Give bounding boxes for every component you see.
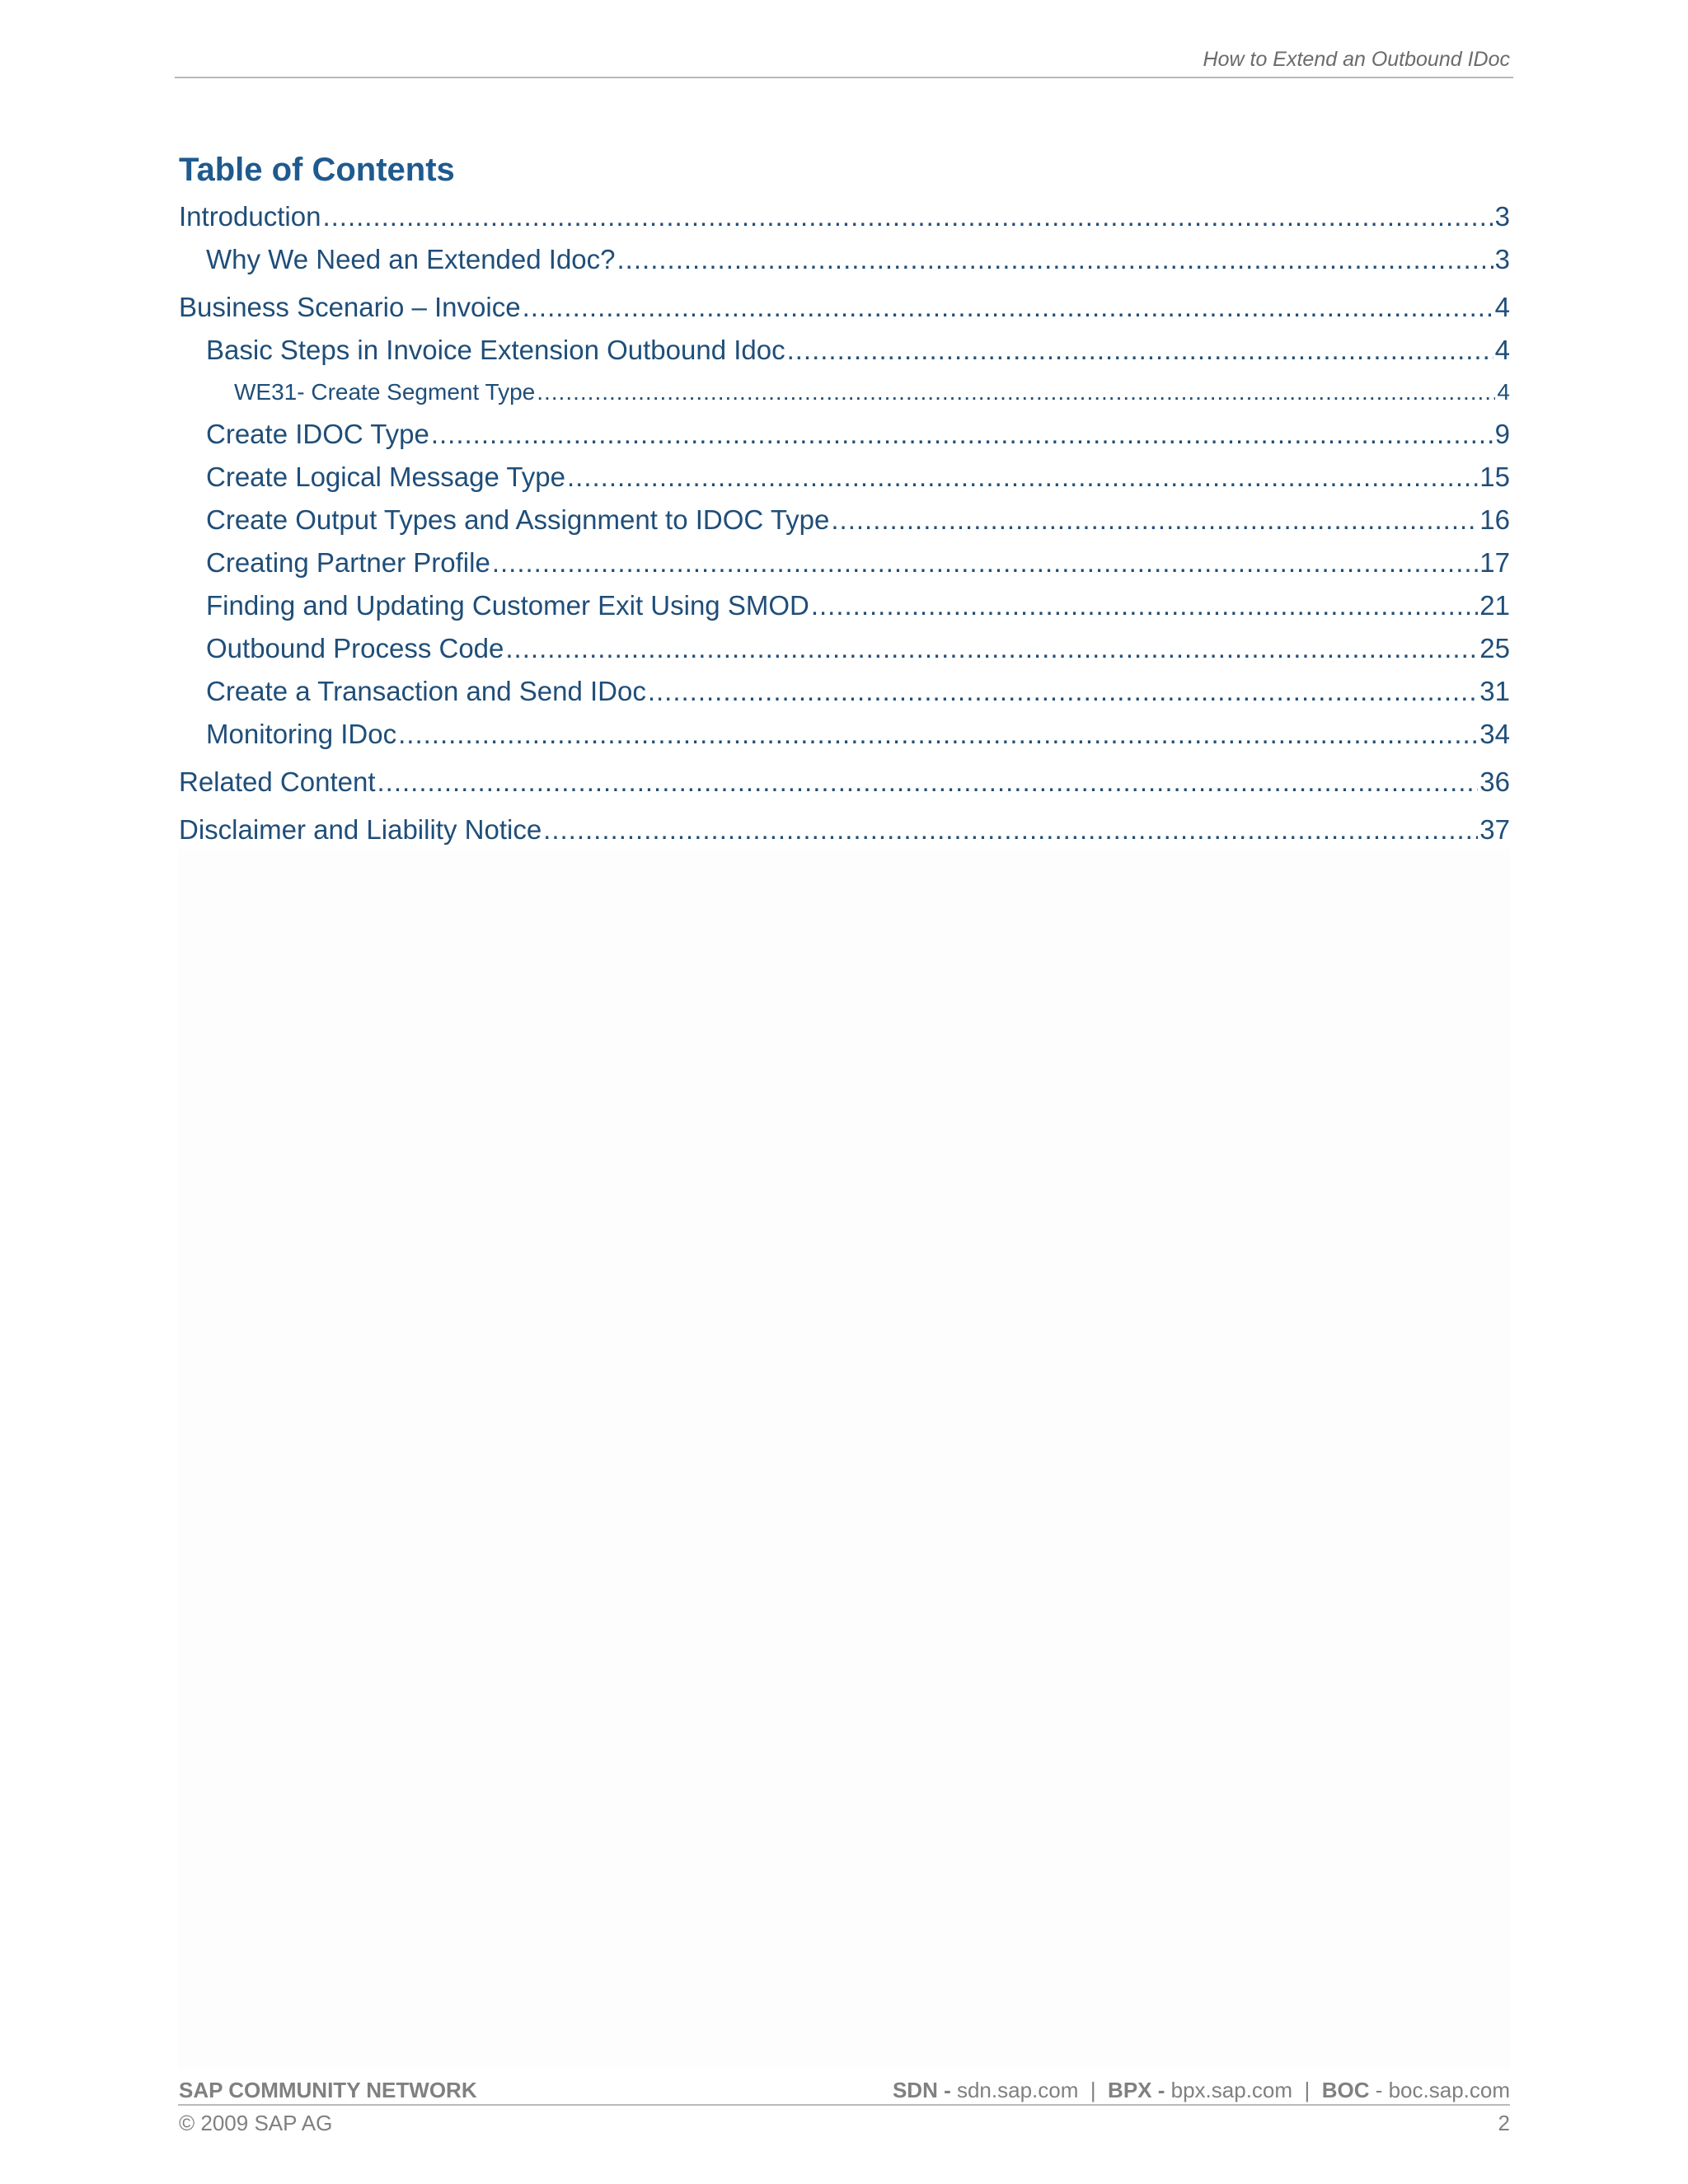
toc-entry-page: 4 (1497, 379, 1510, 405)
toc-dot-leader (567, 462, 1478, 493)
toc-entry-customer-exit-smod[interactable] (206, 590, 1510, 621)
toc-entry-label: Disclaimer and Liability Notice (179, 814, 542, 845)
footer-boc-link[interactable]: boc.sap.com (1388, 2078, 1510, 2102)
toc-entry-label: Create a Transaction and Send IDoc (206, 676, 646, 706)
toc-entry-create-idoc-type[interactable] (206, 419, 1510, 450)
toc-entry-page: 37 (1479, 814, 1510, 845)
toc-entry-logical-message-type[interactable] (206, 462, 1510, 493)
toc-dot-leader (648, 676, 1478, 707)
footer-boc-label: BOC (1321, 2078, 1370, 2102)
footer-copyright: © 2009 SAP AG (179, 2111, 333, 2135)
toc-dot-leader (398, 719, 1478, 750)
toc-entry-label: Finding and Updating Customer Exit Using SMOD (206, 590, 809, 621)
toc-dot-leader (617, 244, 1493, 275)
toc-entry-label: Create Logical Message Type (206, 462, 565, 492)
toc-entry-disclaimer[interactable] (179, 814, 1510, 846)
footer-network-name: SAP COMMUNITY NETWORK (179, 2078, 477, 2102)
toc-entry-monitoring-idoc[interactable] (206, 719, 1510, 750)
toc-entry-page: 25 (1479, 633, 1510, 663)
toc-dot-leader (322, 201, 1493, 232)
toc-entry-basic-steps[interactable] (206, 335, 1510, 366)
toc-entry-we31-segment-type[interactable] (234, 379, 1510, 405)
running-header-title: How to Extend an Outbound IDoc (1203, 48, 1510, 71)
toc-entry-label: Outbound Process Code (206, 633, 504, 663)
toc-entry-label: WE31- Create Segment Type (234, 379, 536, 405)
toc-entry-label: Related Content (179, 766, 376, 797)
toc-dot-leader (377, 766, 1479, 798)
toc-entry-page: 3 (1494, 244, 1510, 274)
toc-dot-leader (431, 419, 1493, 450)
header-rule (175, 77, 1513, 78)
footer-sdn-link[interactable]: sdn.sap.com (956, 2078, 1079, 2102)
toc-dot-leader (505, 633, 1478, 664)
toc-dot-leader (831, 504, 1478, 536)
footer-bpx-link[interactable]: bpx.sap.com (1170, 2078, 1293, 2102)
toc-dot-leader (537, 379, 1495, 405)
toc-entry-output-types[interactable] (206, 504, 1510, 536)
footer-links: SDN - sdn.sap.com | BPX - bpx.sap.com | BOC - boc.sap.com (892, 2078, 1510, 2102)
footer-separator: | (1090, 2078, 1096, 2102)
toc-entry-page: 17 (1479, 547, 1510, 578)
page-shading (178, 849, 1510, 2069)
toc-entry-business-scenario[interactable] (179, 292, 1510, 323)
footer-rule (178, 2104, 1510, 2106)
toc-dot-leader (811, 590, 1478, 621)
toc-entry-label: Why We Need an Extended Idoc? (206, 244, 616, 274)
toc-entry-partner-profile[interactable] (206, 547, 1510, 579)
toc-entry-page: 34 (1479, 719, 1510, 749)
toc-entry-why-extended-idoc[interactable] (206, 244, 1510, 275)
toc-entry-page: 16 (1479, 504, 1510, 535)
toc-entry-label: Introduction (179, 201, 321, 232)
toc-dot-leader (492, 547, 1478, 579)
toc-dot-leader (523, 292, 1493, 323)
toc-entry-label: Create IDOC Type (206, 419, 429, 449)
toc-entry-page: 4 (1494, 335, 1510, 365)
toc-dot-leader (787, 335, 1493, 366)
footer-bpx-label: BPX - (1108, 2078, 1165, 2102)
toc-dot-leader (543, 814, 1478, 846)
footer-page-number: 2 (1498, 2111, 1510, 2135)
toc-entry-label: Business Scenario – Invoice (179, 292, 521, 322)
toc-entry-label: Monitoring IDoc (206, 719, 397, 749)
toc-entry-label: Basic Steps in Invoice Extension Outbound Idoc (206, 335, 785, 365)
toc-entry-label: Creating Partner Profile (206, 547, 490, 578)
footer-separator: | (1304, 2078, 1311, 2102)
footer-sdn-label: SDN - (892, 2078, 951, 2102)
toc-entry-page: 36 (1479, 766, 1510, 797)
toc-entry-page: 9 (1494, 419, 1510, 449)
toc-entry-page: 3 (1494, 201, 1510, 232)
toc-entry-label: Create Output Types and Assignment to IDOC Type (206, 504, 830, 535)
toc-entry-page: 21 (1479, 590, 1510, 621)
toc-entry-related-content[interactable] (179, 766, 1510, 798)
toc-entry-page: 31 (1479, 676, 1510, 706)
toc-entry-transaction-send-idoc[interactable] (206, 676, 1510, 707)
toc-entry-outbound-process-code[interactable] (206, 633, 1510, 664)
toc-entry-introduction[interactable] (179, 201, 1510, 232)
toc-entry-page: 15 (1479, 462, 1510, 492)
toc-heading: Table of Contents (179, 152, 455, 188)
toc-entry-page: 4 (1494, 292, 1510, 322)
